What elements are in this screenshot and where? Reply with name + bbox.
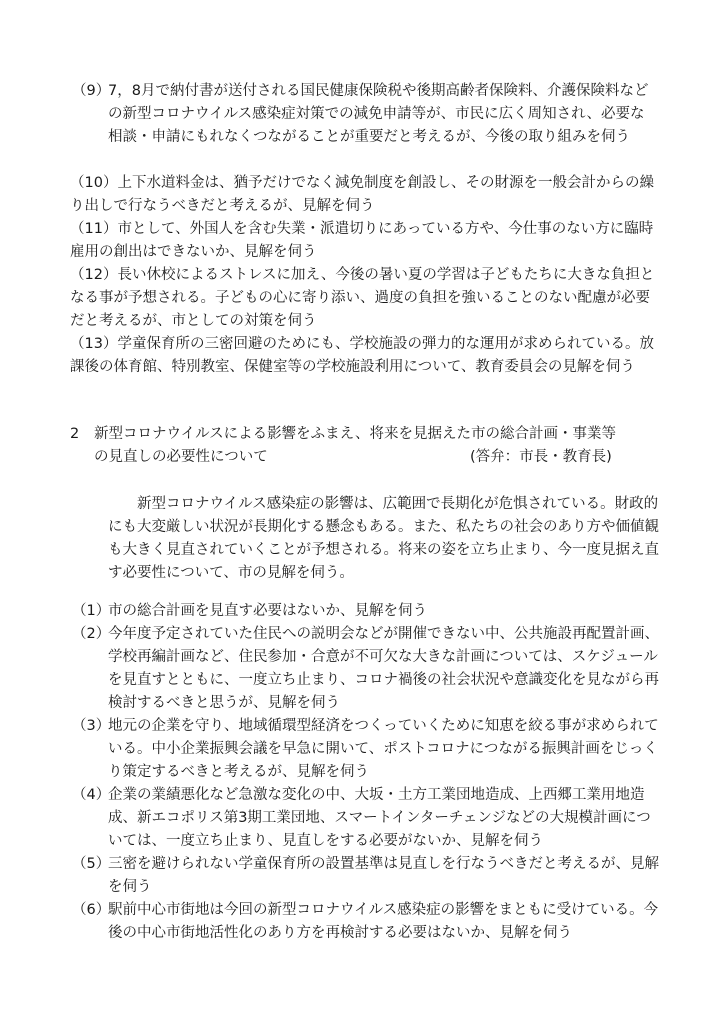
item-text: 7，8月で納付書が送付される国民健康保険税や後期高齢者保険料、介護保険料などの新型コロナウイルス感染症対策での減免申請等が、市民に広く周知され、必要な相談・申請にもれなくつながることが重要だと考えるが、今後の取り組みを伺う <box>108 83 649 145</box>
list-item <box>72 715 662 784</box>
item-text: 市として、外国人を含む失業・派遣切りにあっている方や、今仕事のない方に臨時雇用の創出はできないか、見解を伺う <box>70 221 654 260</box>
item-number: （11） <box>70 221 118 237</box>
section-title-line1: 新型コロナウイルスによる影響をふまえ、将来を見据えた市の総合計画・事業等 <box>94 426 616 442</box>
item-number: （1） <box>72 603 111 619</box>
item-number: （10） <box>70 175 118 191</box>
item-number: （12） <box>70 267 118 283</box>
list-item <box>72 623 662 715</box>
item-number: （9） <box>72 83 111 99</box>
list-item <box>72 80 652 149</box>
item-text: 長い休校によるストレスに加え、今後の暑い夏の学習は子どもたちに大きな負担となる事が予想される。子どもの心に寄り添い、過度の負担を強いることのない配慮が必要だと考えるが、市としての対策を伺う <box>70 267 655 329</box>
item-number: （2） <box>72 626 111 642</box>
section-number: 2 <box>70 426 80 442</box>
item-number: （3） <box>72 718 111 734</box>
section-intro <box>108 493 664 585</box>
item-text: 今年度予定されていた住民への説明会などが開催できない中、公共施設再配置計画、学校再編計画など、住民参加・合意が不可欠な大きな計画については、スケジュールを見直すとともに、一度立ち止まり、コロナ禍後の社会状況や意識変化を見ながら再検討するべきと思うが、見解を伺う <box>108 626 659 711</box>
list-item <box>70 264 660 333</box>
item-text: 三密を避けられない学童保育所の設置基準は見直しを行なうべきだと考えるが、見解を伺う <box>108 856 659 895</box>
list-item <box>72 899 662 945</box>
item-text: 上下水道料金は、猶予だけでなく減免制度を創設し、その財源を一般会計からの繰り出しで行なうべきだと考えるが、見解を伺う <box>70 175 654 214</box>
item-number: （6） <box>72 902 111 918</box>
section-intro-text: 新型コロナウイルス感染症の影響は、広範囲で長期化が危惧されている。財政的にも大変厳しい状況が長期化する懸念もある。また、私たちの社会のあり方や価値観も大きく見直されていくことが予想される。将来の姿を立ち止まり、今一度見据え直す必要性について、市の見解を伺う。 <box>108 496 659 581</box>
item-number: （4） <box>72 787 111 803</box>
item-number: （5） <box>72 856 111 872</box>
respondent-note: (答弁：市長・教育長) <box>470 449 612 465</box>
item-text: 市の総合計画を見直す必要はないか、見解を伺う <box>108 603 427 619</box>
list-item <box>70 333 660 379</box>
list-item <box>72 600 662 623</box>
list-item <box>72 853 662 899</box>
item-text: 企業の業績悪化など急激な変化の中、大坂・土方工業団地造成、上西郷工業用地造成、新エコポリス第3期工業団地、スマートインターチェンジなどの大規模計画については、一度立ち止まり、見直しをする必要がないか、見解を伺う <box>108 787 651 849</box>
list-item <box>70 172 660 218</box>
item-text: 地元の企業を守り、地域循環型経済をつくっていくために知恵を絞る事が求められている。中小企業振興会議を早急に開いて、ポストコロナにつながる振興計画をじっくり策定するべきと考えるが、見解を伺う <box>108 718 659 780</box>
list-item <box>72 784 662 853</box>
item-text: 学童保育所の三密回避のためにも、学校施設の弾力的な運用が求められている。放課後の体育館、特別教室、保健室等の学校施設利用について、教育委員会の見解を伺う <box>70 336 654 375</box>
item-text: 駅前中心市街地は今回の新型コロナウイルス感染症の影響をまともに受けている。今後の中心市街地活性化のあり方を再検討する必要はないか、見解を伺う <box>108 902 659 941</box>
item-number: （13） <box>70 336 118 352</box>
list-item <box>70 218 660 264</box>
section-title-line2: の見直しの必要性について <box>94 449 268 465</box>
